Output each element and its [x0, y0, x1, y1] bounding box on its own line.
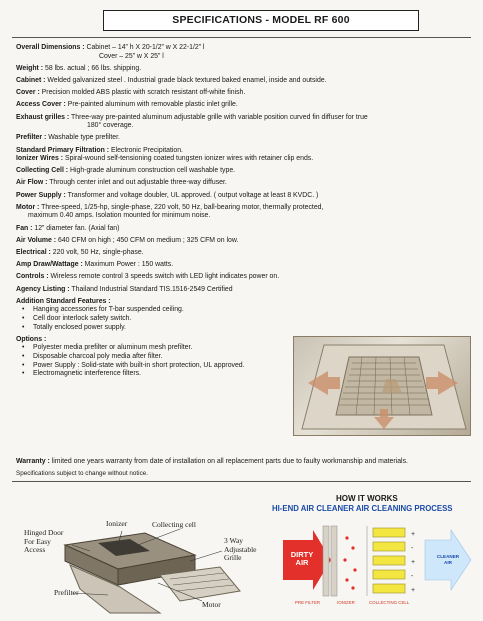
spec-label: Standard Primary Filtration : [16, 146, 110, 154]
spec-value: Maximum Power : 150 watts. [84, 261, 174, 269]
spec-ionizer [16, 155, 476, 164]
svg-text:+: + [411, 531, 416, 538]
stage-label: IONIZER [337, 600, 355, 605]
spec-label: Collecting Cell : [16, 167, 69, 175]
spec-label: Exhaust grilles : [16, 113, 70, 121]
spec-airflow [16, 179, 476, 188]
list-item: • Disposable charcoal poly media after filter. [16, 353, 476, 362]
spec-agency [16, 286, 476, 295]
spec-power [16, 192, 476, 201]
svg-text:-: - [411, 545, 414, 552]
clean-air-label: CLEANER AIR [436, 554, 460, 565]
spec-fan [16, 225, 476, 234]
spec-value: Welded galvanized steel . Industrial grade black textured baked enamel, inside and outside. [47, 76, 327, 84]
spec-value: 180° coverage. [87, 122, 134, 130]
list-item: • Polyester media prefilter or aluminum mesh prefilter. [16, 344, 476, 353]
label-ionizer: Ionizer [106, 519, 128, 528]
spec-value: Transformer and voltage doubler, UL approved. ( output voltage at least 8 KVDC. ) [67, 191, 319, 199]
options-label: Options : [16, 335, 47, 343]
spec-value: Cover – 25” w X 25” l [99, 52, 164, 60]
spec-dimensions [16, 44, 476, 53]
spec-electrical [16, 249, 476, 258]
cleaning-process-diagram [281, 518, 473, 608]
spec-value: Spiral-wound self-tensioning coated tungsten ionizer wires with retainer clip ends. [64, 155, 314, 163]
svg-text:-: - [411, 573, 414, 580]
spec-value: 58 lbs. actual ; 66 lbs. shipping. [44, 64, 142, 72]
list-item: • Hanging accessories for T-bar suspended ceiling. [16, 306, 476, 315]
spec-cover [16, 89, 476, 98]
spec-label: Power Supply : [16, 191, 66, 199]
dirty-air-label: DIRTY AIR [290, 550, 314, 567]
spec-value: Pre-painted aluminum with removable plastic inlet grille. [67, 101, 238, 109]
spec-label: Air Flow : [16, 179, 48, 187]
spec-value: High-grade aluminum construction cell washable type. [70, 167, 236, 175]
spec-value: limited one years warranty from date of installation on all replacement parts due to faulty workmanship and materials. [51, 458, 408, 465]
additional-features-label: Addition Standard Features : [16, 297, 111, 305]
spec-warranty [16, 458, 408, 465]
label-grille: 3 Way Adjustable Grille [224, 536, 257, 562]
label-collecting-cell: Collecting cell [152, 520, 196, 529]
list-item: • Power Supply : Solid-state with built-in short protection, UL approved. [16, 362, 476, 371]
page-title: SPECIFICATIONS - MODEL RF 600 [103, 10, 419, 31]
spec-value: Electronic Precipitation. [110, 146, 183, 154]
spec-exhaust [16, 114, 476, 123]
spec-label: Weight : [16, 64, 44, 72]
spec-list [16, 44, 476, 379]
spec-label: Ionizer Wires : [16, 155, 64, 163]
footnote: Specifications subject to change without notice. [16, 470, 148, 477]
spec-value: 220 volt, 50 Hz, single-phase. [52, 249, 144, 256]
spec-value: Thailand Industrial Standard TIS.1516-2549 Certified [71, 285, 233, 293]
spec-air-volume [16, 237, 476, 246]
spec-controls [16, 273, 476, 282]
spec-value: Three-way pre-painted aluminum adjustable grille with variable position curved fin diffuser for true [71, 113, 368, 121]
spec-label: Cover : [16, 89, 40, 97]
how-it-works-title: HOW IT WORKS [336, 494, 398, 503]
spec-cell [16, 167, 476, 176]
list-item: • Cell door interlock safety switch. [16, 315, 476, 324]
spec-value: Cabinet – 14” h X 20-1/2” w X 22-1/2” l [86, 44, 205, 51]
spec-access-cover [16, 101, 476, 110]
product-photo [293, 336, 471, 436]
spec-weight [16, 65, 476, 74]
ceiling-unit-illustration [294, 337, 471, 436]
spec-label: Air Volume : [16, 236, 57, 244]
spec-value: Through center inlet and out adjustable three-way diffuser. [49, 179, 227, 187]
svg-text:+: + [411, 587, 416, 594]
spec-label: Amp Draw/Wattage : [16, 261, 83, 269]
spec-label: Motor : [16, 203, 40, 211]
spec-label: Electrical : [16, 249, 51, 256]
spec-cabinet [16, 77, 476, 86]
spec-label: Overall Dimensions : [16, 44, 85, 51]
spec-label: Access Cover : [16, 101, 66, 109]
spec-label: Cabinet : [16, 76, 46, 84]
spec-value: Washable type prefilter. [48, 134, 120, 142]
spec-label: Fan : [16, 224, 33, 232]
spec-prefilter [16, 134, 476, 143]
stage-label: PRE FILTER [295, 600, 321, 605]
unit-diagram [10, 515, 270, 615]
spec-value: maximum 0.40 amps. Isolation mounted for minimum noise. [28, 212, 211, 220]
divider [12, 481, 471, 482]
spec-value: 12” diameter fan. (Axial fan) [34, 224, 120, 232]
spec-motor [16, 204, 476, 213]
label-hinged-door: Hinged Door For Easy Access [24, 528, 64, 554]
spec-filtration [16, 147, 476, 156]
spec-label: Controls : [16, 273, 49, 281]
list-item: • Electromagnetic interference filters. [16, 370, 476, 379]
spec-label: Prefilter : [16, 134, 47, 142]
spec-amp [16, 261, 476, 270]
divider [12, 37, 471, 38]
spec-value: 640 CFM on high ; 450 CFM on medium ; 325 CFM on low. [58, 236, 239, 244]
spec-value: Precision molded ABS plastic with scratch resistant off-white finish. [41, 89, 246, 97]
stage-label: COLLECTING CELL [369, 600, 410, 605]
spec-value: Three-speed, 1/25-hp, single-phase, 220 volt, 50 Hz, ball-bearing motor, thermally protected, [41, 203, 324, 211]
label-prefilter: Prefilter [54, 588, 79, 597]
spec-label: Agency Listing : [16, 285, 70, 293]
label-motor: Motor [202, 600, 221, 609]
list-item: • Totally enclosed power supply. [16, 324, 476, 333]
how-it-works-subtitle: HI-END AIR CLEANER AIR CLEANING PROCESS [272, 504, 453, 513]
spec-label: Warranty : [16, 458, 50, 465]
svg-text:+: + [411, 559, 416, 566]
spec-value: Wireless remote control 3 speeds switch with LED light indicates power on. [50, 273, 280, 281]
